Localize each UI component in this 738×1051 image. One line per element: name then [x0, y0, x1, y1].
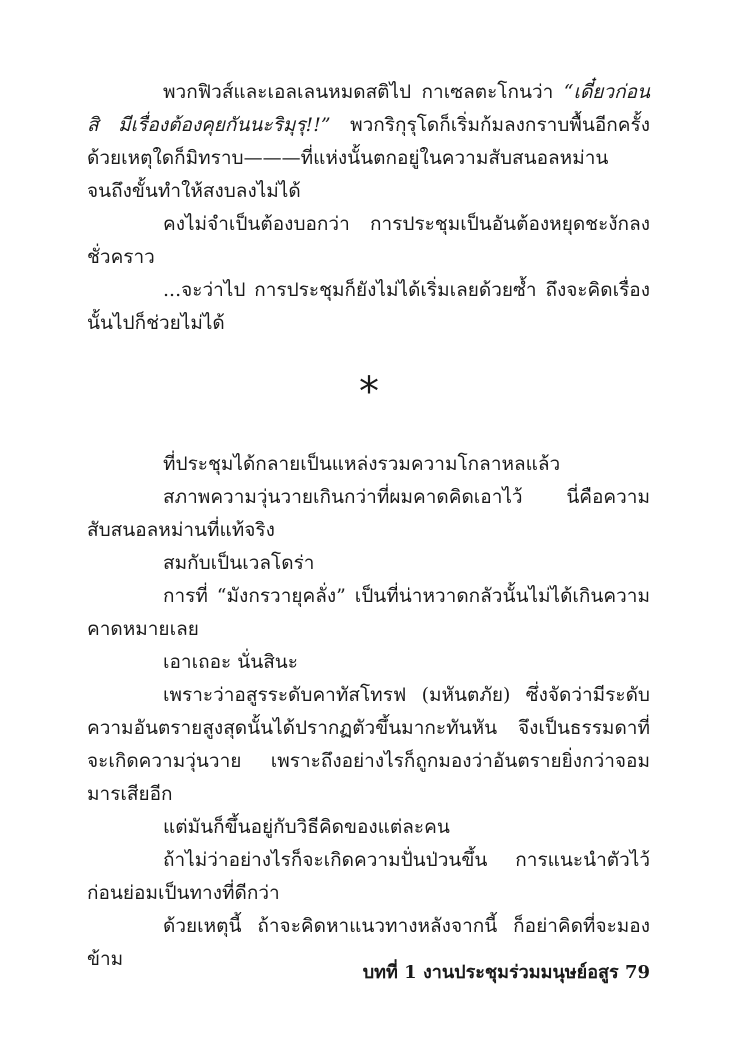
- paragraph-5: สภาพความวุ่นวายเกินกว่าที่ผมคาดคิดเอาไว้ นี่คือความสับสนอลหม่านที่แท้จริง: [87, 486, 650, 541]
- paragraph-1-italic-quote: “เดี๋ยวก่อนสิ มีเรื่องต้องคุยกันนะริมุรุ!!”: [87, 81, 650, 136]
- paragraph-1: [87, 76, 650, 208]
- paragraph-10: แต่มันก็ขึ้นอยู่กับวิธีคิดของแต่ละคน: [163, 816, 450, 838]
- paragraph-2: คงไม่จำเป็นต้องบอกว่า การประชุมเป็นอันต้องหยุดชะงักลงชั่วคราว: [87, 213, 650, 268]
- paragraph-7: การที่ “มังกรวายุคลั่ง” เป็นที่น่าหวาดกลัวนั้นไม่ได้เกินความคาดหมายเลย: [87, 585, 650, 640]
- paragraph-6: สมกับเป็นเวลโดร่า: [163, 552, 315, 574]
- paragraph-8: เอาเถอะ นั่นสินะ: [163, 651, 298, 673]
- section-separator: *: [359, 369, 379, 415]
- paragraph-12: ด้วยเหตุนี้ ถ้าจะคิดหาแนวทางหลังจากนี้ ก็อย่าคิดที่จะมองข้าม: [87, 915, 650, 970]
- paragraph-1-text: พวกฟิวส์และเอลเลนหมดสติไป กาเซลตะโกนว่า: [163, 81, 564, 103]
- paragraph-4: ที่ประชุมได้กลายเป็นแหล่งรวมความโกลาหลแล้ว: [163, 453, 561, 475]
- paragraph-1-text-cont: พวกริกุรุโดก็เริ่มก้มลงกราบพื้นอีกครั้งด้วยเหตุใดก็มิทราบ———ที่แห่งนั้นตกอยู่ในความสับสนอลหม่าน จนถึงขั้นทำให้สงบลงไม่ได้: [87, 114, 650, 202]
- paragraph-11: ถ้าไม่ว่าอย่างไรก็จะเกิดความปั่นป่วนขึ้น การแนะนำตัวไว้ก่อนย่อมเป็นทางที่ดีกว่า: [87, 849, 650, 904]
- page-footer: บทที่ 1 งานประชุมร่วมมนุษย์อสูร 79: [362, 962, 650, 983]
- paragraph-3: ...จะว่าไป การประชุมก็ยังไม่ได้เริ่มเลยด้วยซ้ำ ถึงจะคิดเรื่องนั้นไปก็ช่วยไม่ได้: [87, 279, 650, 334]
- paragraph-9: เพราะว่าอสูรระดับคาทัสโทรฟ (มหันตภัย) ซึ่งจัดว่ามีระดับความอันตรายสูงสุดนั้นได้ปรากฏตัวขึ้นมากะทันหัน จึงเป็นธรรมดาที่จะเกิดความวุ่นวาย เพราะถึงอย่างไรก็ถูกมองว่าอันตรายยิ่งกว่าจอมมารเสียอีก: [87, 684, 650, 805]
